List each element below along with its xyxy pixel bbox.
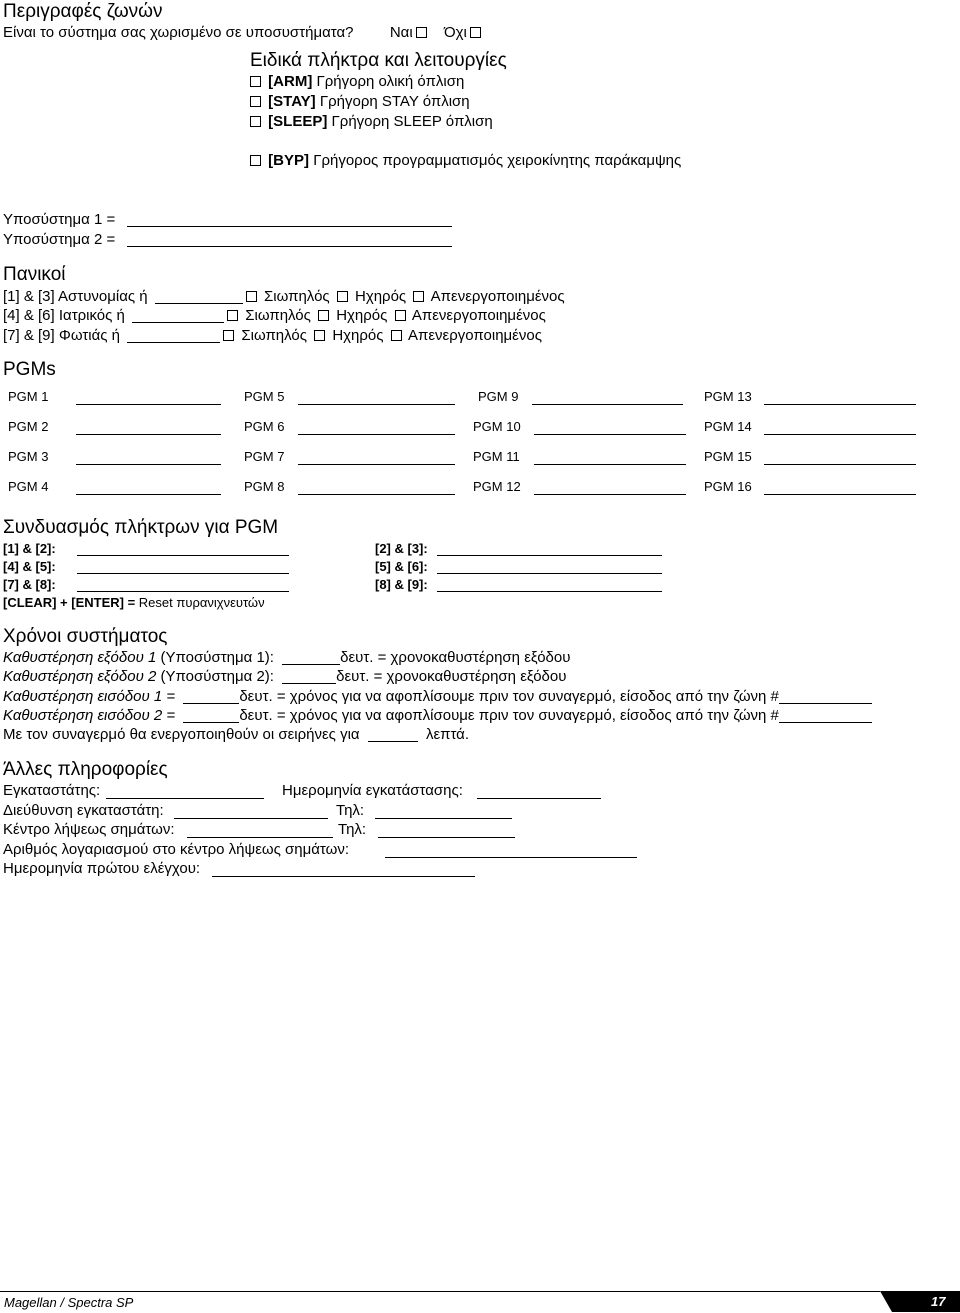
system-times-title: Χρόνοι συστήματος <box>3 626 168 647</box>
pgm-16 <box>704 479 752 495</box>
zone-descriptions-title: Περιγραφές ζωνών <box>3 1 163 22</box>
byp-text: Γρήγορος προγραμματισμός χειροκίνητης παράκαμψης <box>313 152 682 169</box>
partition-1-field[interactable] <box>127 212 452 227</box>
installer-tel-field[interactable] <box>375 802 512 819</box>
monitoring-station-label: Κέντρο λήψεως σημάτων: <box>3 821 175 838</box>
pgm-5-label: PGM 5 <box>244 389 285 404</box>
panic-row-police <box>3 288 565 306</box>
arm-text: Γρήγορη ολική όπλιση <box>316 73 465 90</box>
panics-title: Πανικοί <box>3 264 66 285</box>
exit-delay-1-field[interactable] <box>282 650 340 665</box>
panic-police-audible-label: Ηχηρός <box>354 288 407 305</box>
page-number-tab <box>880 1291 960 1312</box>
pgm-14-label: PGM 14 <box>704 419 752 434</box>
panic-police-audible-checkbox[interactable] <box>337 291 348 302</box>
combo-7-8-label: [7] & [8]: <box>3 577 56 592</box>
pgm-16-label: PGM 16 <box>704 479 752 494</box>
pgm-15-label: PGM 15 <box>704 449 752 464</box>
stay-checkbox[interactable] <box>250 96 261 107</box>
pgm-9 <box>478 389 518 405</box>
partition-2-field[interactable] <box>127 232 452 247</box>
special-key-sleep <box>247 113 493 131</box>
exit-delay-2-label: Καθυστέρηση εξόδου 2 <box>3 668 157 685</box>
pgm-11 <box>473 449 520 465</box>
siren-row <box>3 726 469 744</box>
pgm-7-label: PGM 7 <box>244 449 285 464</box>
stay-text: Γρήγορη STAY όπλιση <box>319 93 470 110</box>
pgm-10-label: PGM 10 <box>473 419 521 434</box>
pgm-12 <box>473 479 521 495</box>
exit-delay-2-partition: (Υποσύστημα 2): <box>160 668 274 685</box>
combo-5-6-label: [5] & [6]: <box>375 559 428 574</box>
pgm-9-field[interactable] <box>532 389 683 405</box>
pgm-8-label: PGM 8 <box>244 479 285 494</box>
clear-enter-keys: [CLEAR] + [ENTER] = <box>3 595 136 610</box>
panic-police-disabled-label: Απενεργοποιημένος <box>430 288 565 305</box>
pgm-12-field[interactable] <box>534 479 686 495</box>
monitoring-tel-field[interactable] <box>378 821 515 838</box>
special-key-stay <box>247 93 470 111</box>
yes-label: Ναι <box>389 24 413 41</box>
pgm-12-label: PGM 12 <box>473 479 521 494</box>
pgm-8-field[interactable] <box>298 479 455 495</box>
sleep-text: Γρήγορη SLEEP όπλιση <box>331 113 493 130</box>
pgm-3 <box>8 449 48 465</box>
byp-checkbox[interactable] <box>250 155 261 166</box>
partition-question-text: Είναι το σύστημα σας χωρισμένο σε υποσυστήματα? <box>3 24 354 41</box>
installer-tel-label: Τηλ: <box>336 802 365 819</box>
installer-address-field[interactable] <box>174 802 328 819</box>
sleep-checkbox[interactable] <box>250 116 261 127</box>
page-number-tab-shape <box>880 1291 960 1312</box>
panic-police-silent-checkbox[interactable] <box>246 291 257 302</box>
pgm-2-label: PGM 2 <box>8 419 49 434</box>
pgm-4-label: PGM 4 <box>8 479 49 494</box>
exit-delay-1-label: Καθυστέρηση εξόδου 1 <box>3 649 157 666</box>
exit-delay-2-row <box>3 668 566 686</box>
first-test-date-field[interactable] <box>212 860 475 877</box>
footer-page-number: 17 <box>931 1294 946 1309</box>
entry-delay-2-suffix: δευτ. = χρόνος για να αφοπλίσουμε πριν τον συναγερμό, είσοδος από την ζώνη # <box>239 707 779 724</box>
pgm-2 <box>8 419 48 435</box>
byp-key: [BYP] <box>268 152 310 169</box>
combo-4-5-label: [4] & [5]: <box>3 559 56 574</box>
pgm-4-field[interactable] <box>76 479 221 495</box>
special-key-arm <box>247 73 464 91</box>
footer-product: Magellan / Spectra SP <box>4 1295 134 1310</box>
pgm-15-field[interactable] <box>764 449 916 465</box>
entry-delay-2-label: Καθυστέρηση εισόδου 2 = <box>3 707 176 724</box>
panic-medical-field[interactable] <box>132 308 224 323</box>
pgm-1-field[interactable] <box>76 389 221 405</box>
entry-delay-1-label: Καθυστέρηση εισόδου 1 = <box>3 688 176 705</box>
panic-medical-audible-label: Ηχηρός <box>336 307 388 324</box>
pgm-13-label: PGM 13 <box>704 389 752 404</box>
pgm-6 <box>244 419 284 435</box>
combo-2-3-field[interactable] <box>437 541 662 556</box>
combo-5-6-field[interactable] <box>437 559 662 574</box>
exit-delay-1-suffix: δευτ. = χρονοκαθυστέρηση εξόδου <box>340 649 571 666</box>
entry-delay-2-zone-field[interactable] <box>779 708 872 723</box>
special-key-byp <box>247 152 681 170</box>
clear-enter-row <box>3 595 265 611</box>
no-checkbox[interactable] <box>470 27 481 38</box>
entry-delay-1-zone-field[interactable] <box>779 689 872 704</box>
partition-2-label: Υποσύστημα 2 = <box>3 231 116 248</box>
pgm-14 <box>704 419 752 435</box>
pgm-3-label: PGM 3 <box>8 449 49 464</box>
stay-key: [STAY] <box>268 93 316 110</box>
panic-medical-label: [4] & [6] Ιατρικός ή <box>3 307 125 324</box>
installer-address-label: Διεύθυνση εγκαταστάτη: <box>3 802 164 819</box>
partition-2-row <box>3 231 452 249</box>
footer-rule <box>0 1291 880 1313</box>
monitoring-tel-label: Τηλ: <box>338 821 367 838</box>
pgm-6-field[interactable] <box>298 419 455 435</box>
exit-delay-1-row <box>3 649 570 667</box>
pgm-11-label: PGM 11 <box>473 449 520 464</box>
panic-fire-label: [7] & [9] Φωτιάς ή <box>3 327 120 344</box>
key-combos-title: Συνδυασμός πλήκτρων για PGM <box>3 517 279 538</box>
pgm-5 <box>244 389 284 405</box>
pgm-1 <box>8 389 48 405</box>
pgm-2-field[interactable] <box>76 419 221 435</box>
combo-8-9-field[interactable] <box>437 577 662 592</box>
pgms-title: PGMs <box>3 359 56 380</box>
panic-fire-audible-checkbox[interactable] <box>314 330 325 341</box>
panic-police-label: [1] & [3] Αστυνομίας ή <box>3 288 148 305</box>
exit-delay-2-field[interactable] <box>282 669 336 684</box>
installer-label: Εγκαταστάτης: <box>3 782 101 799</box>
installer-field[interactable] <box>106 782 264 799</box>
pgm-1-label: PGM 1 <box>8 389 49 404</box>
partition-1-label: Υποσύστημα 1 = <box>3 211 116 228</box>
entry-delay-1-field[interactable] <box>183 689 239 704</box>
pgm-7 <box>244 449 284 465</box>
combo-1-2-label: [1] & [2]: <box>3 541 56 556</box>
pgm-9-label: PGM 9 <box>478 389 519 404</box>
pgm-15 <box>704 449 752 465</box>
panic-row-medical <box>3 307 546 325</box>
panic-medical-disabled-checkbox[interactable] <box>395 310 406 321</box>
install-date-label: Ημερομηνία εγκατάστασης: <box>282 782 463 799</box>
combo-8-9-label: [8] & [9]: <box>375 577 428 592</box>
pgm-13 <box>704 389 752 405</box>
special-keys-title: Ειδικά πλήκτρα και λειτουργίες <box>250 50 507 71</box>
pgm-5-field[interactable] <box>298 389 455 405</box>
panic-row-fire <box>3 327 542 345</box>
combo-2-3-label: [2] & [3]: <box>375 541 428 556</box>
pgm-11-field[interactable] <box>534 449 686 465</box>
panic-medical-silent-label: Σιωπηλός <box>245 307 311 324</box>
pgm-16-field[interactable] <box>764 479 916 495</box>
combo-1-2-field[interactable] <box>77 541 289 556</box>
panic-fire-field[interactable] <box>127 328 220 343</box>
pgm-14-field[interactable] <box>764 419 916 435</box>
pgm-3-field[interactable] <box>76 449 221 465</box>
panic-police-disabled-checkbox[interactable] <box>413 291 424 302</box>
arm-checkbox[interactable] <box>250 76 261 87</box>
yes-checkbox[interactable] <box>416 27 427 38</box>
siren-suffix: λεπτά. <box>425 726 470 743</box>
partition-question <box>3 24 484 42</box>
pgm-10 <box>473 419 521 435</box>
entry-delay-2-row <box>3 707 872 725</box>
panic-medical-audible-checkbox[interactable] <box>318 310 329 321</box>
panic-police-silent-label: Σιωπηλός <box>264 288 330 305</box>
account-number-label: Αριθμός λογαριασμού στο κέντρο λήψεως σημάτων: <box>3 841 350 858</box>
first-test-date-label: Ημερομηνία πρώτου ελέγχου: <box>3 860 201 877</box>
pgm-4 <box>8 479 48 495</box>
no-label: Όχι <box>444 24 467 41</box>
pgm-6-label: PGM 6 <box>244 419 285 434</box>
install-date-field[interactable] <box>477 782 601 799</box>
panic-fire-silent-checkbox[interactable] <box>223 330 234 341</box>
siren-minutes-field[interactable] <box>368 727 418 742</box>
panic-fire-audible-label: Ηχηρός <box>332 327 384 344</box>
entry-delay-1-suffix: δευτ. = χρόνος για να αφοπλίσουμε πριν τον συναγερμό, είσοδος από την ζώνη # <box>239 688 779 705</box>
page-footer <box>0 1291 960 1312</box>
monitoring-station-field[interactable] <box>187 821 333 838</box>
pgm-7-field[interactable] <box>298 449 455 465</box>
exit-delay-1-partition: (Υποσύστημα 1): <box>160 649 274 666</box>
entry-delay-2-field[interactable] <box>183 708 239 723</box>
combo-4-5-field[interactable] <box>77 559 289 574</box>
exit-delay-2-suffix: δευτ. = χρονοκαθυστέρηση εξόδου <box>336 668 567 685</box>
panic-fire-silent-label: Σιωπηλός <box>241 327 307 344</box>
partition-1-row <box>3 211 452 229</box>
panic-police-field[interactable] <box>155 289 243 304</box>
account-number-field[interactable] <box>385 841 637 858</box>
panic-fire-disabled-label: Απενεργοποιημένος <box>408 327 542 344</box>
panic-medical-silent-checkbox[interactable] <box>227 310 238 321</box>
pgm-10-field[interactable] <box>534 419 686 435</box>
panic-medical-disabled-label: Απενεργοποιημένος <box>411 307 546 324</box>
other-info-title: Άλλες πληροφορίες <box>3 759 168 780</box>
combo-7-8-field[interactable] <box>77 577 289 592</box>
panic-fire-disabled-checkbox[interactable] <box>391 330 402 341</box>
pgm-13-field[interactable] <box>764 389 916 405</box>
entry-delay-1-row <box>3 688 872 706</box>
arm-key: [ARM] <box>268 73 313 90</box>
reset-text: Reset πυρανιχνευτών <box>138 595 265 610</box>
sleep-key: [SLEEP] <box>268 113 328 130</box>
pgm-8 <box>244 479 284 495</box>
siren-prefix: Με τον συναγερμό θα ενεργοποιηθούν οι σειρήνες για <box>3 726 360 743</box>
